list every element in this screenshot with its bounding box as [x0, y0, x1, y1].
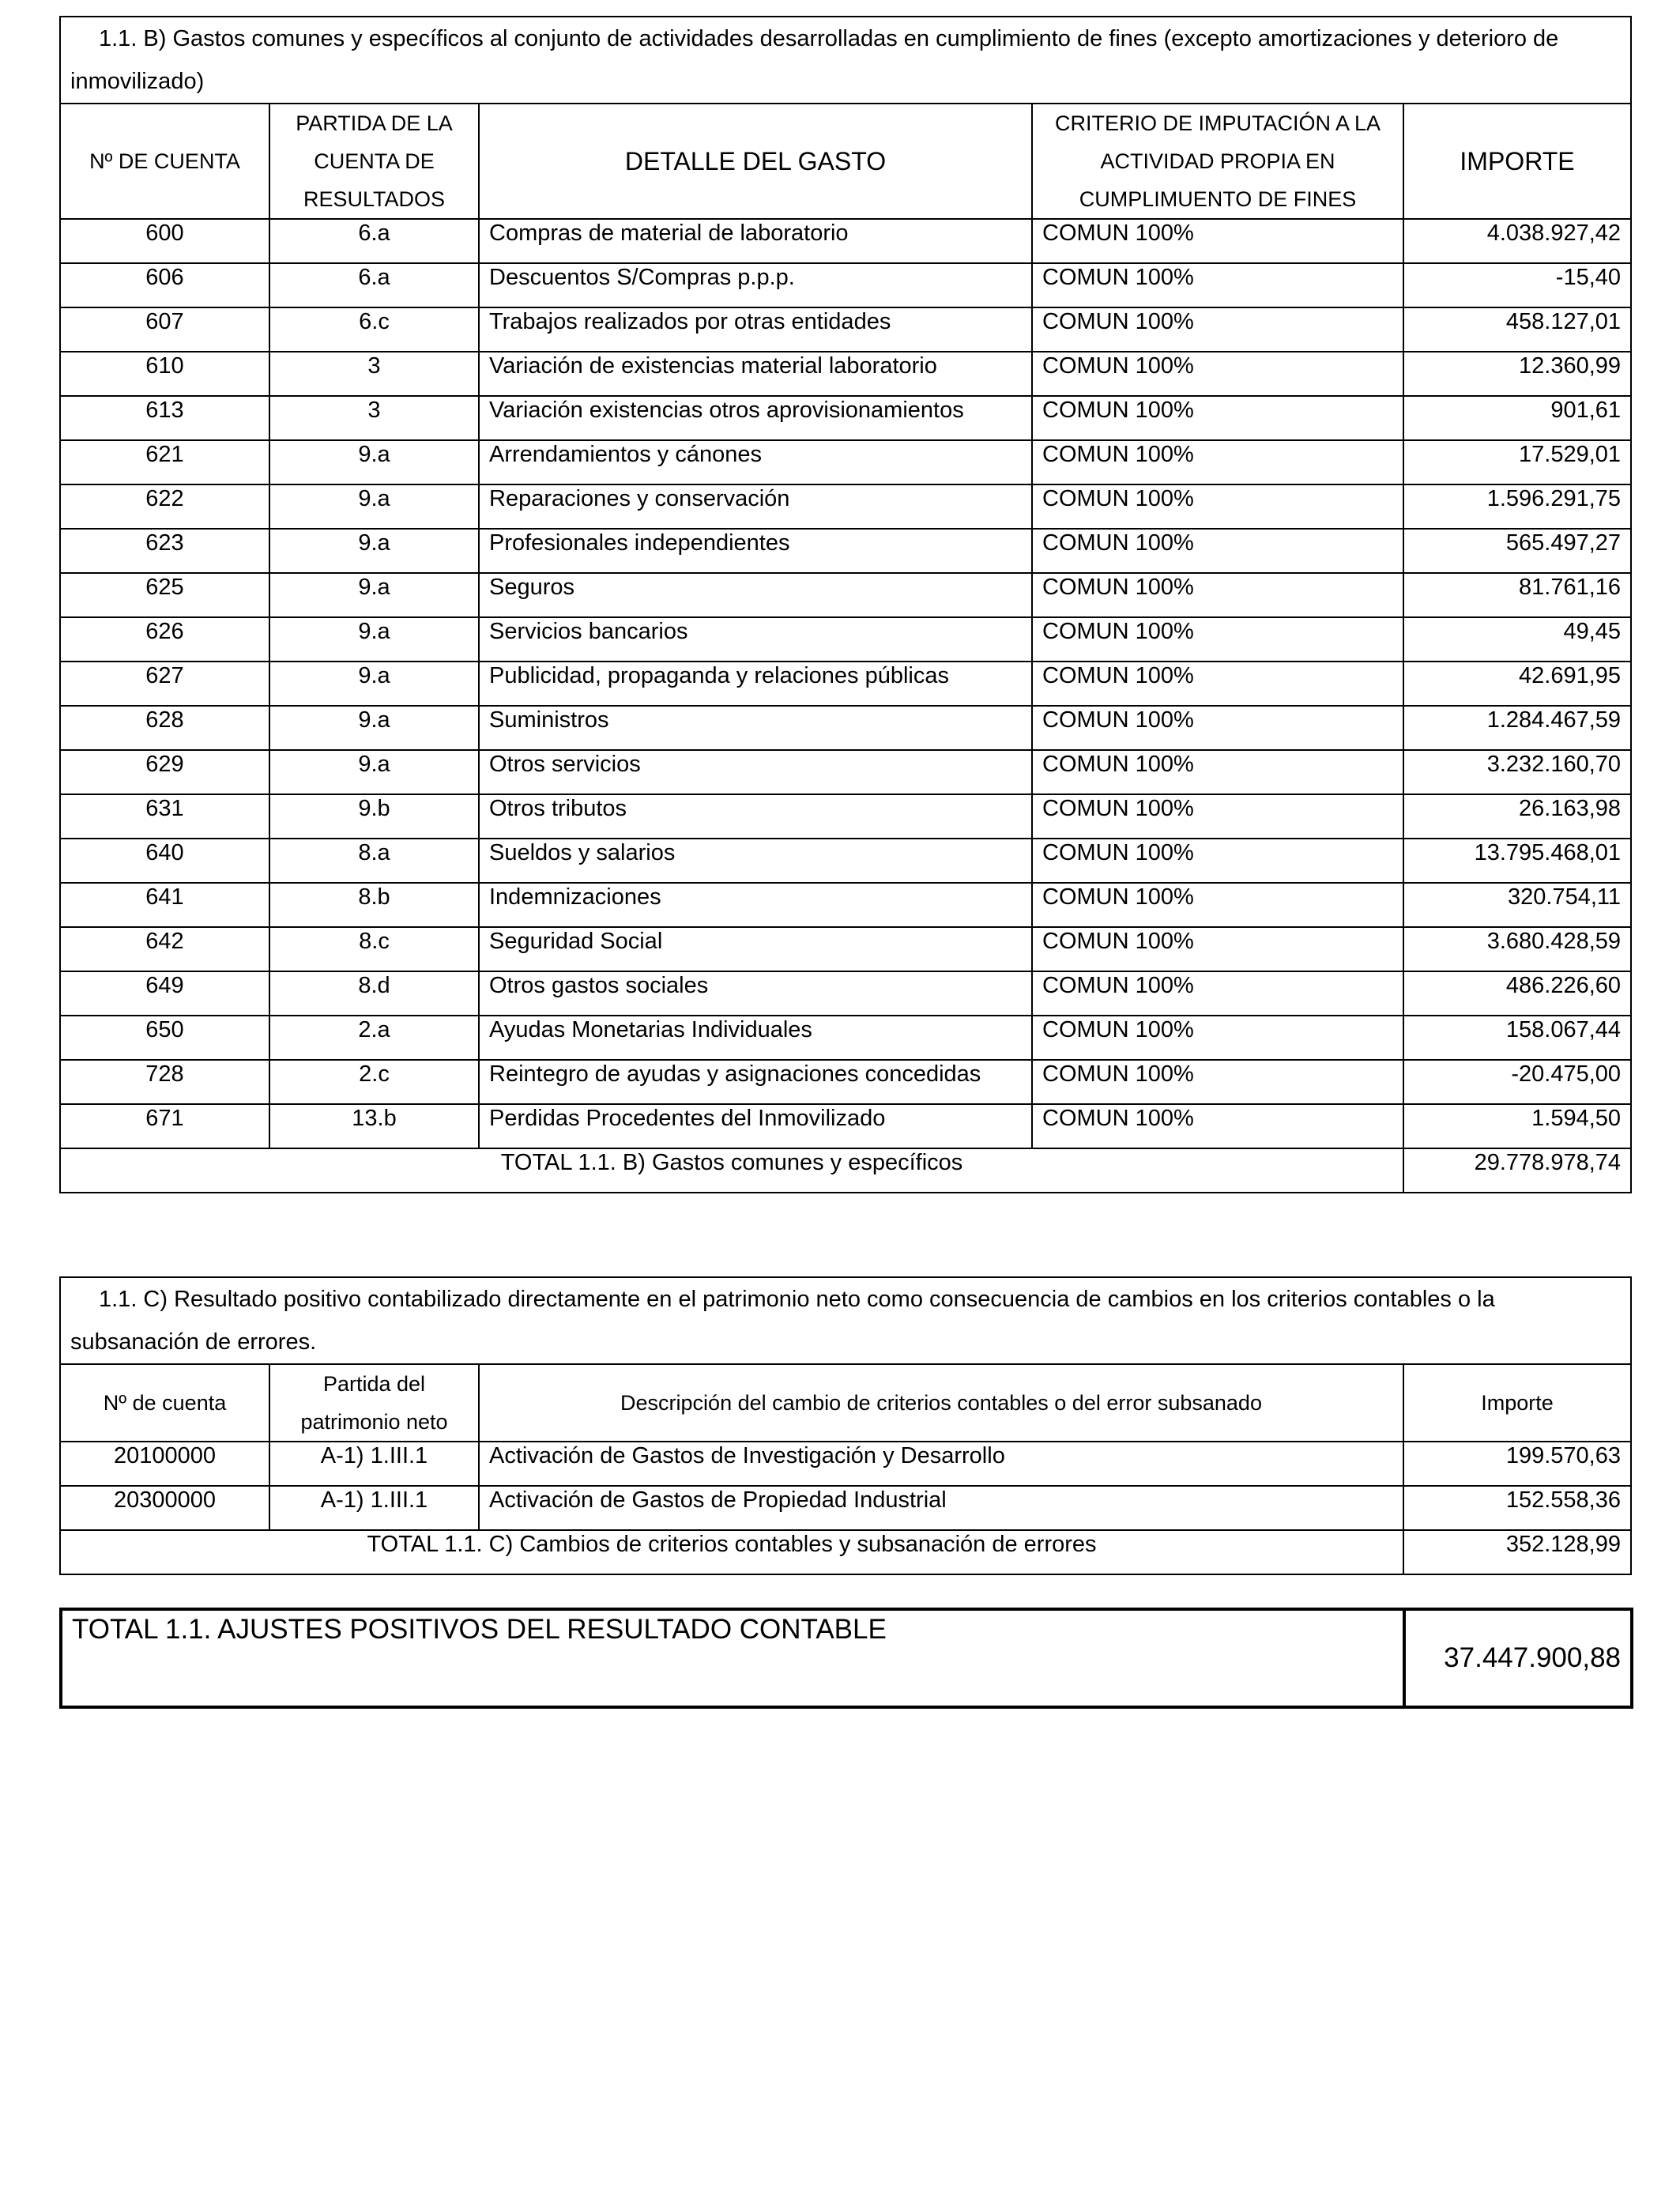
table-row — [60, 529, 1631, 573]
cell-cuenta: 625 — [60, 573, 269, 617]
cell-criterio: COMUN 100% — [1032, 750, 1403, 794]
cell-importe: 458.127,01 — [1403, 307, 1631, 352]
cell-criterio: COMUN 100% — [1032, 883, 1403, 927]
cell-cuenta: 621 — [60, 440, 269, 484]
table-row — [60, 484, 1631, 529]
table-row — [60, 839, 1631, 883]
cell-cuenta: 622 — [60, 484, 269, 529]
section-b-title-text: 1.1. B) Gastos comunes y específicos al conjunto de actividades desarrolladas en cumplimiento de fines (excepto amortizaciones y deterioro de inmovilizado) — [70, 26, 1559, 94]
cell-criterio: COMUN 100% — [1032, 529, 1403, 573]
cell-descripcion: Activación de Gastos de Propiedad Industrial — [479, 1486, 1403, 1530]
cell-criterio: COMUN 100% — [1032, 1060, 1403, 1104]
table-row — [60, 263, 1631, 307]
cell-cuenta: 20100000 — [60, 1442, 269, 1486]
cell-detalle: Reparaciones y conservación — [479, 484, 1032, 529]
cell-partida: 9.a — [269, 662, 479, 706]
table-row — [60, 219, 1631, 263]
cell-detalle: Otros gastos sociales — [479, 971, 1032, 1016]
cell-importe: 158.067,44 — [1403, 1016, 1631, 1060]
cell-criterio: COMUN 100% — [1032, 794, 1403, 839]
cell-cuenta: 626 — [60, 617, 269, 662]
cell-importe: -20.475,00 — [1403, 1060, 1631, 1104]
cell-partida: 8.a — [269, 839, 479, 883]
cell-importe: 901,61 — [1403, 396, 1631, 440]
cell-criterio: COMUN 100% — [1032, 662, 1403, 706]
table-row — [60, 883, 1631, 927]
cell-detalle: Otros servicios — [479, 750, 1032, 794]
cell-criterio: COMUN 100% — [1032, 1104, 1403, 1148]
cell-partida: A-1) 1.III.1 — [269, 1486, 479, 1530]
cell-criterio: COMUN 100% — [1032, 617, 1403, 662]
cell-partida: 2.c — [269, 1060, 479, 1104]
cell-criterio: COMUN 100% — [1032, 1016, 1403, 1060]
cell-detalle: Descuentos S/Compras p.p.p. — [479, 263, 1032, 307]
cell-partida: 13.b — [269, 1104, 479, 1148]
header-partida: PARTIDA DE LA CUENTA DE RESULTADOS — [269, 104, 479, 219]
table-row — [60, 662, 1631, 706]
cell-detalle: Perdidas Procedentes del Inmovilizado — [479, 1104, 1032, 1148]
cell-partida: 9.a — [269, 750, 479, 794]
cell-cuenta: 641 — [60, 883, 269, 927]
header-c-importe: Importe — [1403, 1364, 1631, 1442]
cell-detalle: Servicios bancarios — [479, 617, 1032, 662]
cell-criterio: COMUN 100% — [1032, 706, 1403, 750]
cell-importe: 1.596.291,75 — [1403, 484, 1631, 529]
table-row — [60, 1060, 1631, 1104]
cell-descripcion: Activación de Gastos de Investigación y Desarrollo — [479, 1442, 1403, 1486]
table-row — [60, 440, 1631, 484]
cambios-criterios-table — [59, 1276, 1632, 1575]
section-c-title — [60, 1277, 1631, 1364]
cell-cuenta: 649 — [60, 971, 269, 1016]
cell-partida: 3 — [269, 352, 479, 396]
cell-cuenta: 629 — [60, 750, 269, 794]
total-b-value: 29.778.978,74 — [1403, 1148, 1631, 1193]
cell-partida: 6.a — [269, 263, 479, 307]
cell-cuenta: 607 — [60, 307, 269, 352]
cell-detalle: Variación de existencias material laboratorio — [479, 352, 1032, 396]
cell-partida: 8.d — [269, 971, 479, 1016]
table-row — [60, 1104, 1631, 1148]
cell-partida: 3 — [269, 396, 479, 440]
cell-cuenta: 610 — [60, 352, 269, 396]
table-row — [60, 352, 1631, 396]
cell-detalle: Arrendamientos y cánones — [479, 440, 1032, 484]
cell-cuenta: 671 — [60, 1104, 269, 1148]
cell-partida: 9.b — [269, 794, 479, 839]
cell-importe: 320.754,11 — [1403, 883, 1631, 927]
cell-criterio: COMUN 100% — [1032, 352, 1403, 396]
cell-importe: 3.680.428,59 — [1403, 927, 1631, 971]
cell-criterio: COMUN 100% — [1032, 927, 1403, 971]
cell-criterio: COMUN 100% — [1032, 484, 1403, 529]
table-row — [60, 1486, 1631, 1530]
cell-importe: 13.795.468,01 — [1403, 839, 1631, 883]
cell-criterio: COMUN 100% — [1032, 396, 1403, 440]
cell-importe: 12.360,99 — [1403, 352, 1631, 396]
cell-partida: 6.c — [269, 307, 479, 352]
table-row — [60, 971, 1631, 1016]
cell-detalle: Profesionales independientes — [479, 529, 1032, 573]
cell-criterio: COMUN 100% — [1032, 573, 1403, 617]
cell-importe: 3.232.160,70 — [1403, 750, 1631, 794]
section-b-title — [60, 17, 1631, 104]
header-c-cuenta: Nº de cuenta — [60, 1364, 269, 1442]
cell-cuenta: 606 — [60, 263, 269, 307]
cell-partida: 9.a — [269, 706, 479, 750]
cell-cuenta: 728 — [60, 1060, 269, 1104]
cell-criterio: COMUN 100% — [1032, 839, 1403, 883]
cell-detalle: Ayudas Monetarias Individuales — [479, 1016, 1032, 1060]
cell-cuenta: 650 — [60, 1016, 269, 1060]
header-c-descripcion: Descripción del cambio de criterios contables o del error subsanado — [479, 1364, 1403, 1442]
cell-partida: 9.a — [269, 617, 479, 662]
total-row — [60, 1148, 1631, 1193]
total-c-value: 352.128,99 — [1403, 1530, 1631, 1574]
cell-importe: 199.570,63 — [1403, 1442, 1631, 1486]
header-importe: IMPORTE — [1403, 104, 1631, 219]
cell-cuenta: 600 — [60, 219, 269, 263]
total-c-label: TOTAL 1.1. C) Cambios de criterios contables y subsanación de errores — [60, 1530, 1403, 1574]
cell-criterio: COMUN 100% — [1032, 263, 1403, 307]
cell-criterio: COMUN 100% — [1032, 440, 1403, 484]
cell-detalle: Indemnizaciones — [479, 883, 1032, 927]
cell-importe: 26.163,98 — [1403, 794, 1631, 839]
cell-detalle: Variación existencias otros aprovisionamientos — [479, 396, 1032, 440]
table-row — [60, 706, 1631, 750]
table-row — [60, 750, 1631, 794]
cell-cuenta: 623 — [60, 529, 269, 573]
cell-importe: 81.761,16 — [1403, 573, 1631, 617]
grand-total-label: TOTAL 1.1. AJUSTES POSITIVOS DEL RESULTADO CONTABLE — [61, 1609, 1404, 1707]
cell-detalle: Trabajos realizados por otras entidades — [479, 307, 1032, 352]
total-row — [60, 1530, 1631, 1574]
table-row — [60, 1016, 1631, 1060]
table-row — [60, 927, 1631, 971]
cell-partida: 9.a — [269, 484, 479, 529]
cell-detalle: Reintegro de ayudas y asignaciones concedidas — [479, 1060, 1032, 1104]
cell-cuenta: 20300000 — [60, 1486, 269, 1530]
cell-criterio: COMUN 100% — [1032, 307, 1403, 352]
cell-detalle: Sueldos y salarios — [479, 839, 1032, 883]
cell-cuenta: 613 — [60, 396, 269, 440]
cell-partida: A-1) 1.III.1 — [269, 1442, 479, 1486]
cell-importe: 152.558,36 — [1403, 1486, 1631, 1530]
cell-importe: 4.038.927,42 — [1403, 219, 1631, 263]
cell-importe: -15,40 — [1403, 263, 1631, 307]
table-row — [60, 396, 1631, 440]
cell-importe: 565.497,27 — [1403, 529, 1631, 573]
cell-importe: 42.691,95 — [1403, 662, 1631, 706]
cell-partida: 9.a — [269, 529, 479, 573]
cell-cuenta: 631 — [60, 794, 269, 839]
cell-detalle: Seguridad Social — [479, 927, 1032, 971]
section-c-title-text: 1.1. C) Resultado positivo contabilizado directamente en el patrimonio neto como consecuencia de cambios en los criterios contables o la subsanación de errores. — [70, 1287, 1495, 1355]
cell-detalle: Compras de material de laboratorio — [479, 219, 1032, 263]
cell-criterio: COMUN 100% — [1032, 971, 1403, 1016]
cell-cuenta: 627 — [60, 662, 269, 706]
cell-cuenta: 640 — [60, 839, 269, 883]
cell-partida: 9.a — [269, 573, 479, 617]
cell-detalle: Publicidad, propaganda y relaciones públicas — [479, 662, 1032, 706]
cell-cuenta: 628 — [60, 706, 269, 750]
total-b-label: TOTAL 1.1. B) Gastos comunes y específicos — [60, 1148, 1403, 1193]
cell-partida: 6.a — [269, 219, 479, 263]
gastos-comunes-table — [59, 16, 1632, 1193]
cell-cuenta: 642 — [60, 927, 269, 971]
table-row — [60, 307, 1631, 352]
cell-importe: 17.529,01 — [1403, 440, 1631, 484]
header-detalle: DETALLE DEL GASTO — [479, 104, 1032, 219]
cell-importe: 1.594,50 — [1403, 1104, 1631, 1148]
grand-total-table — [59, 1608, 1633, 1709]
table-row — [60, 573, 1631, 617]
header-cuenta: Nº DE CUENTA — [60, 104, 269, 219]
cell-partida: 8.b — [269, 883, 479, 927]
cell-detalle: Seguros — [479, 573, 1032, 617]
cell-partida: 8.c — [269, 927, 479, 971]
grand-total-value: 37.447.900,88 — [1404, 1609, 1632, 1707]
table-row — [60, 617, 1631, 662]
header-criterio: CRITERIO DE IMPUTACIÓN A LA ACTIVIDAD PROPIA EN CUMPLIMUENTO DE FINES — [1032, 104, 1403, 219]
cell-importe: 49,45 — [1403, 617, 1631, 662]
cell-partida: 2.a — [269, 1016, 479, 1060]
table-row — [60, 794, 1631, 839]
cell-importe: 1.284.467,59 — [1403, 706, 1631, 750]
cell-criterio: COMUN 100% — [1032, 219, 1403, 263]
cell-importe: 486.226,60 — [1403, 971, 1631, 1016]
cell-partida: 9.a — [269, 440, 479, 484]
table-row — [60, 1442, 1631, 1486]
cell-detalle: Otros tributos — [479, 794, 1032, 839]
cell-detalle: Suministros — [479, 706, 1032, 750]
header-c-partida: Partida del patrimonio neto — [269, 1364, 479, 1442]
